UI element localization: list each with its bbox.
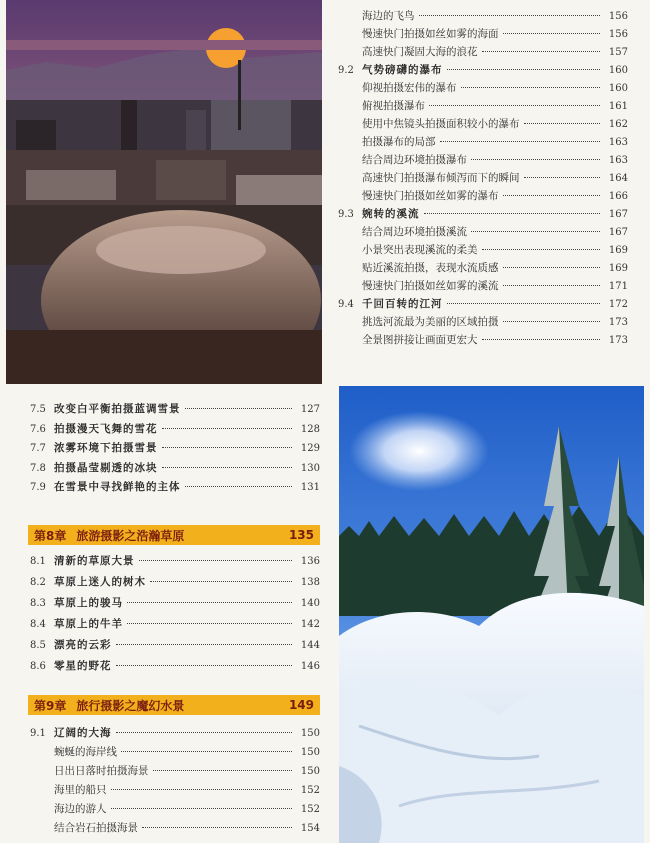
leader-dots	[429, 105, 600, 106]
leader-dots	[471, 231, 600, 232]
chapter-label: 第9章	[34, 698, 67, 713]
leader-dots	[162, 447, 293, 448]
toc-chapter8	[30, 556, 320, 682]
leader-dots	[116, 732, 293, 733]
leader-dots	[127, 602, 292, 603]
toc-entry[interactable]: 全景图拼接让画面更宏大 173	[362, 334, 628, 346]
leader-dots	[150, 581, 292, 582]
leader-dots	[524, 177, 601, 178]
toc-entry[interactable]: 日出日落时拍摄海景 150	[54, 765, 320, 777]
toc-entry[interactable]: 结合周边环境拍摄瀑布 163	[362, 154, 628, 166]
leader-dots	[482, 249, 601, 250]
sunset-city-photo	[6, 0, 322, 384]
leader-dots	[111, 808, 293, 809]
chapter-page: 149	[288, 698, 314, 712]
toc-entry[interactable]: 拍摄瀑布的局部 163	[362, 136, 628, 148]
toc-entry[interactable]: 小景突出表现溪流的柔美 169	[362, 244, 628, 256]
toc-section[interactable]: 7.5 改变白平衡拍摄蓝调雪景 127	[30, 403, 320, 415]
leader-dots	[482, 339, 601, 340]
toc-entry[interactable]: 结合周边环境拍摄溪流 167	[362, 226, 628, 238]
leader-dots	[162, 428, 293, 429]
toc-entry[interactable]: 海边的飞鸟 156	[362, 10, 628, 22]
leader-dots	[503, 321, 601, 322]
leader-dots	[461, 87, 601, 88]
toc-section[interactable]: 8.6 零星的野花 146	[30, 660, 320, 672]
leader-dots	[153, 770, 293, 771]
leader-dots	[503, 267, 601, 268]
toc-entry[interactable]: 挑选河流最为美丽的区域拍摄 173	[362, 316, 628, 328]
leader-dots	[482, 51, 601, 52]
toc-section[interactable]: 7.6 拍摄漫天飞舞的雪花 128	[30, 422, 320, 435]
chapter-title: 旅游摄影之浩瀚草原	[76, 528, 185, 543]
leader-dots	[162, 467, 293, 468]
toc-section[interactable]: 8.4 草原上的牛羊 142	[30, 618, 320, 630]
leader-dots	[142, 827, 292, 828]
toc-section[interactable]: 7.8 拍摄晶莹剔透的冰块 130	[30, 461, 320, 474]
toc-entry[interactable]: 贴近溪流拍摄，表现水流质感 169	[362, 262, 628, 274]
toc-entry[interactable]: 高速快门凝固大海的浪花 157	[362, 46, 628, 58]
toc-section[interactable]: 7.9 在雪景中寻找鲜艳的主体 131	[30, 481, 320, 493]
leader-dots	[471, 159, 600, 160]
leader-dots	[503, 33, 601, 34]
leader-dots	[440, 141, 601, 142]
toc-section[interactable]: 9.2 气势磅礴的瀑布 160	[338, 64, 628, 76]
leader-dots	[424, 213, 601, 214]
toc-chapter7	[30, 404, 320, 502]
leader-dots	[111, 789, 293, 790]
snow-forest-photo	[339, 386, 644, 843]
toc-section[interactable]: 8.2 草原上迷人的树木 138	[30, 576, 320, 588]
toc-section[interactable]: 9.3 婉转的溪流 167	[338, 208, 628, 220]
leader-dots	[524, 123, 601, 124]
leader-dots	[116, 644, 293, 645]
toc-chapter9	[30, 728, 320, 842]
toc-entry[interactable]: 慢速快门拍摄如丝如雾的溪流 171	[362, 280, 628, 292]
leader-dots	[503, 285, 601, 286]
toc-entry[interactable]: 使用中焦镜头拍摄面积较小的瀑布 162	[362, 118, 628, 130]
leader-dots	[185, 486, 293, 487]
leader-dots	[447, 303, 601, 304]
toc-entry[interactable]: 仰视拍摄宏伟的瀑布 160	[362, 82, 628, 94]
leader-dots	[116, 665, 293, 666]
toc-entry[interactable]: 海里的船只 152	[54, 784, 320, 796]
toc-top	[338, 11, 628, 353]
leader-dots	[419, 15, 601, 16]
leader-dots	[127, 623, 292, 624]
toc-entry[interactable]: 慢速快门拍摄如丝如雾的海面 156	[362, 28, 628, 40]
toc-entry[interactable]: 高速快门拍摄瀑布倾泻而下的瞬间 164	[362, 172, 628, 184]
leader-dots	[185, 408, 293, 409]
toc-entry[interactable]: 蜿蜒的海岸线 150	[54, 746, 320, 758]
leader-dots	[503, 195, 601, 196]
toc-entry[interactable]: 俯视拍摄瀑布 161	[362, 100, 628, 112]
toc-section[interactable]: 8.5 漂亮的云彩 144	[30, 639, 320, 651]
chapter-label: 第8章	[34, 528, 67, 543]
chapter-page: 135	[288, 528, 314, 542]
toc-entry[interactable]: 慢速快门拍摄如丝如雾的瀑布 166	[362, 190, 628, 202]
leader-dots	[121, 751, 292, 752]
chapter-9-header[interactable]	[28, 695, 320, 715]
leader-dots	[139, 560, 293, 561]
toc-section[interactable]: 9.1 辽阔的大海 150	[30, 727, 320, 739]
toc-section[interactable]: 9.4 千回百转的江河 172	[338, 298, 628, 310]
toc-section[interactable]: 7.7 浓雾环境下拍摄雪景 129	[30, 442, 320, 454]
toc-entry[interactable]: 海边的游人 152	[54, 803, 320, 815]
toc-section[interactable]: 8.3 草原上的骏马 140	[30, 597, 320, 609]
toc-entry[interactable]: 结合岩石拍摄海景 154	[54, 822, 320, 834]
leader-dots	[447, 69, 601, 70]
chapter-8-header[interactable]	[28, 525, 320, 545]
toc-section[interactable]: 8.1 清新的草原大景 136	[30, 555, 320, 567]
chapter-title: 旅行摄影之魔幻水景	[76, 698, 185, 713]
